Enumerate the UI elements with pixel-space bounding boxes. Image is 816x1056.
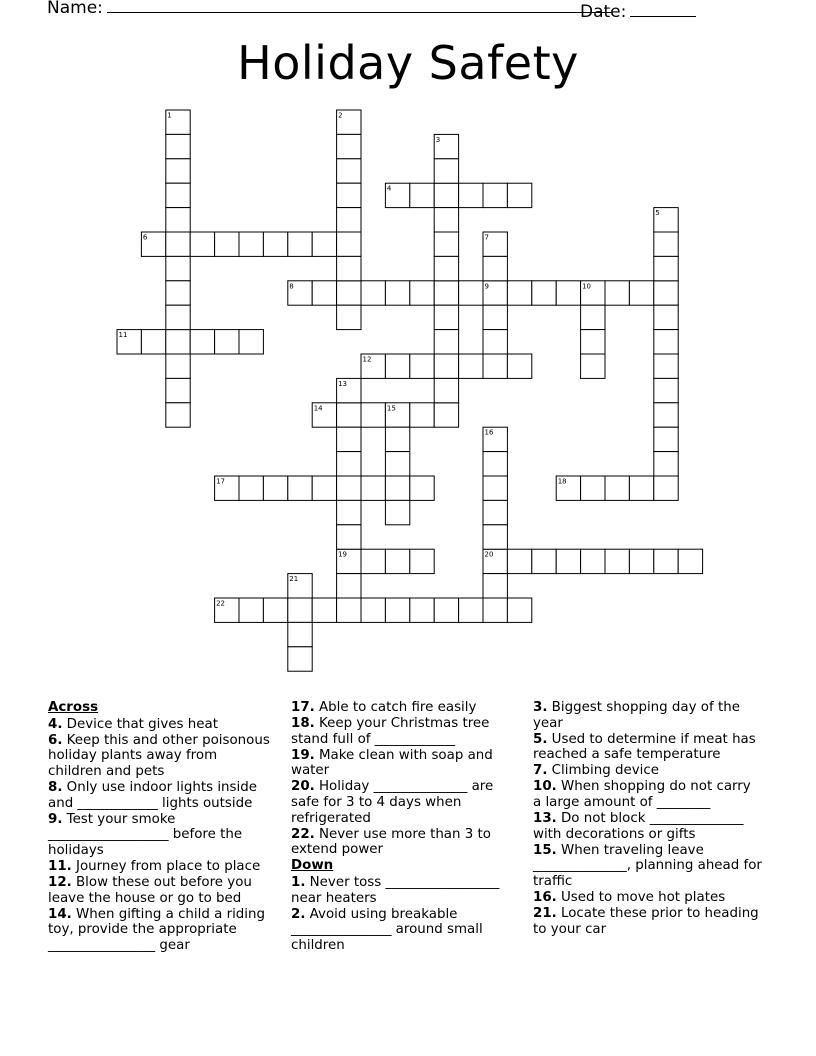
grid-cell[interactable]	[288, 232, 312, 256]
clue-item-text: Only use indoor lights inside and ____________ lights outside	[48, 779, 257, 811]
clue-item-number: 12.	[48, 875, 72, 891]
across-heading: Across	[48, 700, 99, 715]
date-label: Date:	[580, 2, 627, 22]
grid-cell[interactable]	[312, 476, 336, 500]
grid-cell[interactable]	[337, 305, 361, 329]
grid-cell[interactable]	[605, 281, 629, 305]
clue-item	[533, 763, 763, 779]
clue-item-number: 7.	[533, 763, 548, 779]
clue-item-number: 20.	[291, 779, 315, 795]
grid-cell[interactable]	[459, 354, 483, 378]
grid-cell[interactable]	[239, 476, 263, 500]
grid-cell[interactable]	[654, 330, 678, 354]
clue-number: 15	[386, 404, 396, 413]
clue-item-number: 3.	[533, 700, 548, 715]
clue-item-number: 21.	[533, 906, 557, 922]
clue-item-number: 15.	[533, 842, 557, 858]
grid-cell[interactable]	[166, 256, 190, 280]
clue-item-text: Climbing device	[547, 763, 659, 779]
clue-column-1	[48, 700, 273, 954]
grid-cell[interactable]	[410, 183, 434, 207]
grid-cell[interactable]	[361, 281, 385, 305]
grid-cell[interactable]	[434, 183, 458, 207]
clue-item-number: 19.	[291, 747, 315, 763]
clue-number: 11	[118, 331, 128, 340]
grid-cell[interactable]	[483, 256, 507, 280]
clue-item-number: 18.	[291, 716, 315, 732]
grid-cell[interactable]	[581, 549, 605, 573]
grid-cell[interactable]	[385, 354, 409, 378]
clue-item	[48, 733, 273, 780]
grid-cell[interactable]	[361, 549, 385, 573]
clue-item-number: 6.	[48, 732, 63, 748]
clue-item-number: 2.	[291, 906, 306, 922]
clue-item-number: 5.	[533, 731, 548, 747]
clue-item	[48, 812, 273, 859]
grid-cell[interactable]	[434, 256, 458, 280]
grid-cell[interactable]	[507, 549, 531, 573]
grid-cell[interactable]	[434, 378, 458, 402]
grid-cell[interactable]	[239, 598, 263, 622]
grid-cell[interactable]	[678, 549, 702, 573]
clue-item-number: 16.	[533, 890, 557, 906]
grid-cell[interactable]	[434, 330, 458, 354]
clue-item-text: Able to catch fire easily	[314, 700, 477, 715]
grid-cell[interactable]	[654, 232, 678, 256]
grid-cell[interactable]	[215, 232, 239, 256]
grid-cell[interactable]	[239, 232, 263, 256]
clue-number: 16	[484, 428, 494, 437]
grid-cell[interactable]	[459, 598, 483, 622]
clue-item-text: Blow these out before you leave the house or go to bed	[48, 875, 252, 906]
grid-cell[interactable]	[434, 281, 458, 305]
clue-item	[533, 732, 763, 763]
clue-number: 6	[142, 233, 148, 242]
grid-cell[interactable]	[361, 403, 385, 427]
grid-cell[interactable]	[532, 549, 556, 573]
grid-cell[interactable]	[263, 598, 287, 622]
grid-cell[interactable]	[312, 281, 336, 305]
grid-cell[interactable]	[385, 281, 409, 305]
down-heading: Down	[291, 858, 334, 874]
grid-cell[interactable]	[629, 281, 653, 305]
clue-item-text: Do not block ______________ with decorations or gifts	[533, 811, 744, 842]
grid-cell[interactable]	[410, 476, 434, 500]
grid-cell[interactable]	[263, 476, 287, 500]
clue-item-text: When shopping do not carry a large amount of ________	[533, 779, 751, 811]
grid-cell[interactable]	[166, 330, 190, 354]
clue-item	[533, 843, 763, 890]
grid-cell[interactable]	[337, 452, 361, 476]
clue-item-text: Avoid using breakable _______________ around small children	[291, 906, 483, 953]
clue-item-number: 10.	[533, 779, 557, 795]
grid-cell[interactable]	[166, 281, 190, 305]
grid-cell[interactable]	[483, 330, 507, 354]
grid-cell[interactable]	[288, 476, 312, 500]
grid-cell[interactable]	[337, 574, 361, 598]
clue-item-number: 17.	[291, 700, 315, 715]
clue-item-text: Keep this and other poisonous holiday plants away from children and pets	[48, 732, 270, 779]
clue-item-number: 11.	[48, 858, 72, 874]
clue-number: 3	[435, 135, 441, 144]
grid-cell[interactable]	[654, 281, 678, 305]
grid-cell[interactable]	[410, 354, 434, 378]
clue-column-2	[291, 700, 513, 954]
clue-number: 7	[484, 233, 489, 242]
clue-item-text: Used to move hot plates	[556, 890, 726, 906]
grid-cell[interactable]	[337, 232, 361, 256]
grid-cell[interactable]	[190, 330, 214, 354]
grid-cell[interactable]	[605, 549, 629, 573]
grid-cell[interactable]	[654, 354, 678, 378]
grid-cell[interactable]	[166, 134, 190, 158]
grid-cell[interactable]	[410, 281, 434, 305]
grid-cell[interactable]	[385, 452, 409, 476]
grid-cell[interactable]	[337, 183, 361, 207]
clue-item-text: When gifting a child a riding toy, provide the appropriate ________________ gear	[48, 906, 266, 953]
clue-number: 1	[167, 111, 172, 120]
clue-item	[291, 827, 513, 858]
clue-item-number: 22.	[291, 826, 315, 842]
grid-cell[interactable]	[483, 305, 507, 329]
grid-cell[interactable]	[483, 183, 507, 207]
grid-cell[interactable]	[288, 647, 312, 671]
grid-cell[interactable]	[385, 427, 409, 451]
clue-item-text: Keep your Christmas tree stand full of ____________	[291, 716, 490, 747]
clue-item-text: Never toss _________________ near heaters	[291, 875, 500, 906]
grid-cell[interactable]	[654, 476, 678, 500]
clue-item-number: 8.	[48, 779, 63, 795]
grid-cell[interactable]	[166, 354, 190, 378]
clue-item-text: Biggest shopping day of the year	[533, 700, 740, 731]
grid-cell[interactable]	[337, 281, 361, 305]
clue-item-text: Make clean with soap and water	[291, 747, 493, 779]
clue-item	[48, 717, 273, 733]
grid-cell[interactable]	[385, 476, 409, 500]
grid-cell[interactable]	[434, 403, 458, 427]
clue-item-number: 1.	[291, 875, 306, 891]
clue-item-number: 14.	[48, 906, 72, 922]
grid-cell[interactable]	[361, 476, 385, 500]
grid-cell[interactable]	[141, 330, 165, 354]
grid-cell[interactable]	[434, 208, 458, 232]
clue-item	[48, 780, 273, 811]
grid-cell[interactable]	[483, 525, 507, 549]
grid-cell[interactable]	[507, 281, 531, 305]
grid-cell[interactable]	[581, 354, 605, 378]
grid-cell[interactable]	[166, 232, 190, 256]
grid-cell[interactable]	[483, 476, 507, 500]
clue-number: 21	[289, 575, 299, 584]
clue-number: 22	[216, 599, 226, 608]
clue-number: 19	[338, 550, 348, 559]
clue-number: 8	[289, 282, 294, 291]
grid-cell[interactable]	[483, 452, 507, 476]
clue-number: 9	[484, 282, 489, 291]
clue-item-number: 9.	[48, 811, 63, 827]
grid-cell[interactable]	[434, 159, 458, 183]
grid-cell[interactable]	[654, 403, 678, 427]
grid-cell[interactable]	[166, 183, 190, 207]
grid-cell[interactable]	[483, 500, 507, 524]
grid-cell[interactable]	[166, 208, 190, 232]
grid-cell[interactable]	[337, 598, 361, 622]
clue-item	[533, 890, 763, 906]
grid-cell[interactable]	[337, 500, 361, 524]
clue-item	[48, 875, 273, 906]
clue-number: 14	[313, 404, 323, 413]
grid-cell[interactable]	[654, 427, 678, 451]
clue-item	[48, 907, 273, 954]
grid-cell[interactable]	[483, 354, 507, 378]
grid-cell[interactable]	[654, 256, 678, 280]
grid-cell[interactable]	[337, 134, 361, 158]
grid-cell[interactable]	[312, 232, 336, 256]
clue-number: 13	[338, 379, 348, 388]
grid-cell[interactable]	[337, 159, 361, 183]
clue-column-3	[533, 700, 763, 938]
clue-item	[291, 779, 513, 826]
grid-cell[interactable]	[337, 256, 361, 280]
grid-cell[interactable]	[166, 305, 190, 329]
grid-cell[interactable]	[239, 330, 263, 354]
clue-item	[533, 779, 763, 810]
grid-cell[interactable]	[654, 305, 678, 329]
grid-cell[interactable]	[434, 232, 458, 256]
grid-cell[interactable]	[337, 476, 361, 500]
clue-item	[533, 811, 763, 842]
grid-cell[interactable]	[263, 232, 287, 256]
clue-item-text: Device that gives heat	[62, 716, 218, 732]
grid-cell[interactable]	[312, 598, 336, 622]
grid-cell[interactable]	[654, 378, 678, 402]
clue-number: 10	[582, 282, 592, 291]
page-title: Holiday Safety	[237, 36, 579, 90]
clue-item-text: When traveling leave ______________, planning ahead for traffic	[533, 842, 762, 890]
grid-cell[interactable]	[337, 427, 361, 451]
grid-cell[interactable]	[361, 598, 385, 622]
grid-cell[interactable]	[190, 232, 214, 256]
clue-number: 20	[484, 550, 494, 559]
clue-number: 18	[557, 477, 567, 486]
grid-cell[interactable]	[410, 549, 434, 573]
grid-cell[interactable]	[654, 549, 678, 573]
grid-cell[interactable]	[385, 598, 409, 622]
grid-cell[interactable]	[434, 305, 458, 329]
clue-number: 17	[216, 477, 226, 486]
clue-number: 4	[386, 184, 392, 193]
grid-cell[interactable]	[532, 281, 556, 305]
grid-cell[interactable]	[337, 403, 361, 427]
clue-item	[533, 700, 763, 731]
clue-item-text: Journey from place to place	[71, 858, 261, 874]
clue-item	[291, 700, 513, 716]
grid-cell[interactable]	[288, 622, 312, 646]
clue-item-text: Test your smoke __________________ before the holidays	[48, 811, 243, 858]
grid-cell[interactable]	[410, 598, 434, 622]
clue-item-number: 4.	[48, 716, 63, 732]
grid-cell[interactable]	[337, 208, 361, 232]
grid-cell[interactable]	[629, 549, 653, 573]
clue-number: 5	[655, 209, 660, 218]
clue-item-text: Locate these prior to heading to your car	[533, 906, 759, 937]
grid-cell[interactable]	[483, 598, 507, 622]
grid-cell[interactable]	[459, 183, 483, 207]
clue-item-text: Never use more than 3 to extend power	[291, 826, 491, 858]
grid-cell[interactable]	[288, 598, 312, 622]
clue-item	[48, 859, 273, 875]
grid-cell[interactable]	[337, 525, 361, 549]
clue-item	[291, 716, 513, 747]
grid-cell[interactable]	[410, 403, 434, 427]
grid-cell[interactable]	[507, 354, 531, 378]
clue-item-number: 13.	[533, 811, 557, 827]
clue-number: 2	[338, 111, 343, 120]
grid-cell[interactable]	[581, 476, 605, 500]
grid-cell[interactable]	[459, 281, 483, 305]
clue-item-text: Used to determine if meat has reached a safe temperature	[533, 731, 756, 763]
grid-cell[interactable]	[654, 452, 678, 476]
clue-item	[291, 907, 513, 954]
grid-cell[interactable]	[629, 476, 653, 500]
grid-cell[interactable]	[605, 476, 629, 500]
grid-cell[interactable]	[166, 159, 190, 183]
clue-item	[533, 906, 763, 937]
grid-cell[interactable]	[434, 598, 458, 622]
grid-cell[interactable]	[385, 549, 409, 573]
grid-cell[interactable]	[507, 598, 531, 622]
grid-cell[interactable]	[556, 281, 580, 305]
grid-cell[interactable]	[166, 403, 190, 427]
grid-cell[interactable]	[166, 378, 190, 402]
grid-cell[interactable]	[434, 354, 458, 378]
grid-cell[interactable]	[581, 330, 605, 354]
grid-cell[interactable]	[215, 330, 239, 354]
grid-cell[interactable]	[507, 183, 531, 207]
name-label: Name:	[47, 0, 103, 18]
grid-cell[interactable]	[581, 305, 605, 329]
grid-cell[interactable]	[556, 549, 580, 573]
grid-cell[interactable]	[385, 500, 409, 524]
clue-number: 12	[362, 355, 372, 364]
clue-item	[291, 875, 513, 906]
clue-item	[291, 748, 513, 779]
grid-cell[interactable]	[483, 574, 507, 598]
clue-item-text: Holiday ______________ are safe for 3 to 4 days when refrigerated	[291, 779, 494, 826]
